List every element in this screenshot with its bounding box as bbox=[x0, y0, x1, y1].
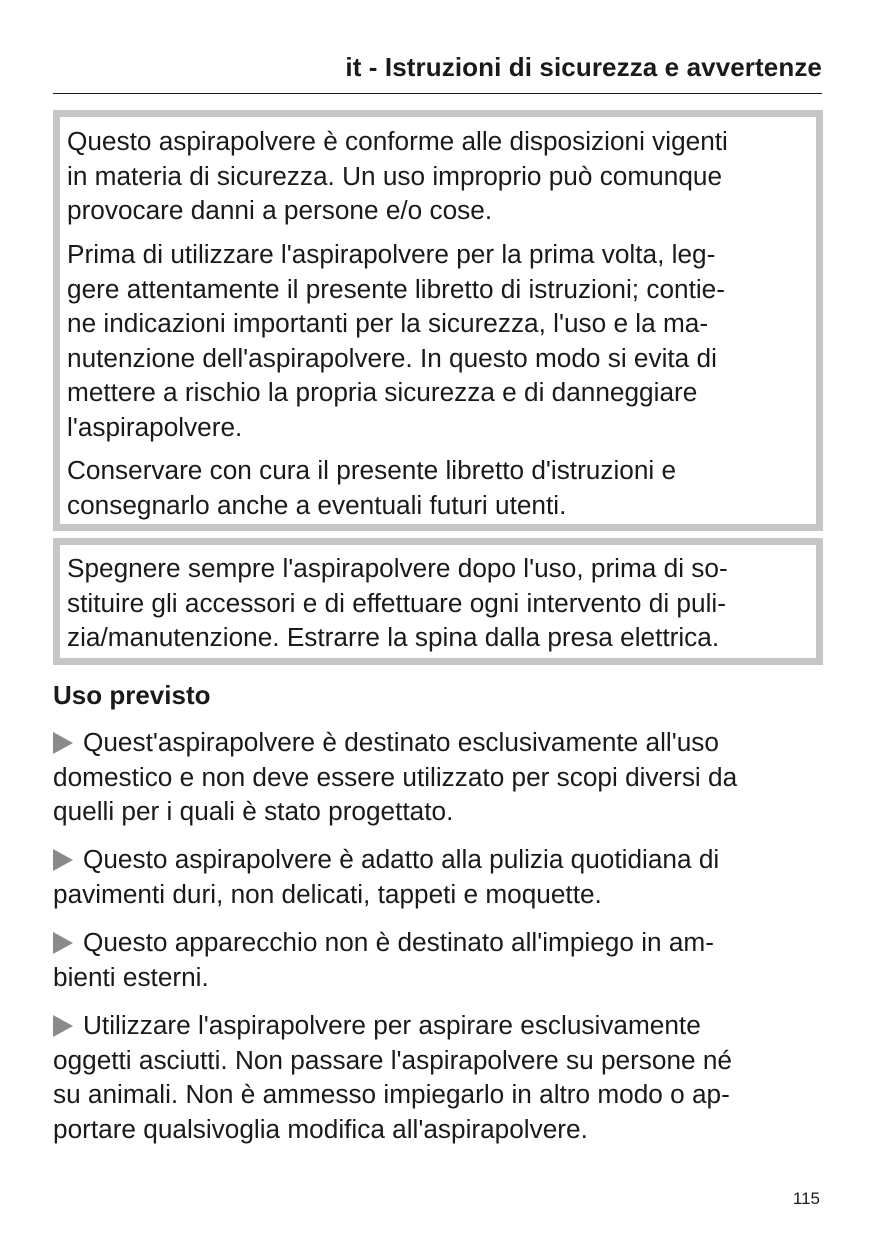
triangle-right-icon bbox=[53, 732, 73, 754]
page-number: 115 bbox=[792, 1189, 820, 1208]
notice-paragraph: Questo aspirapolvere è conforme alle disposizioni vigenti in materia di sicurezza. Un uso improprio può comunque provocare danni a persone e/o cose. bbox=[67, 126, 728, 226]
notice-paragraph: Spegnere sempre l'aspirapolvere dopo l'uso, prima di so- stituire gli accessori e di effettuare ogni intervento di puli- zia/manutenzione. Estrarre la spina dalla presa elettrica. bbox=[67, 553, 728, 653]
notice-paragraph: Conservare con cura il presente libretto d'istruzioni e consegnarlo anche a eventuali futuri utenti. bbox=[67, 455, 677, 520]
page-header-title: it - Istruzioni di sicurezza e avvertenze bbox=[345, 52, 822, 82]
list-item bbox=[53, 1008, 828, 1146]
list-item-text: Questo aspirapolvere è adatto alla pulizia quotidiana di pavimenti duri, non delicati, tappeti e moquette. bbox=[53, 844, 720, 909]
triangle-right-icon bbox=[53, 1015, 73, 1037]
list-item-text: Utilizzare l'aspirapolvere per aspirare esclusivamente oggetti asciutti. Non passare l'aspirapolvere su persone né su animali. Non è ammesso impiegarlo in altro modo o ap- portare qualsivoglia modifica all'aspirapolvere. bbox=[53, 1010, 732, 1144]
triangle-right-icon bbox=[53, 849, 73, 871]
safety-notice-box bbox=[53, 110, 823, 531]
list-item bbox=[53, 725, 828, 829]
list-item-text: Questo apparecchio non è destinato all'impiego in am- bienti esterni. bbox=[53, 927, 714, 992]
list-item bbox=[53, 925, 828, 994]
triangle-right-icon bbox=[53, 932, 73, 954]
header-divider bbox=[53, 93, 822, 94]
notice-paragraph: Prima di utilizzare l'aspirapolvere per la prima volta, leg- gere attentamente il presente libretto di istruzioni; contie- ne indicazioni importanti per la sicurezza, l'uso e la ma- nutenzione dell'aspirapolvere. In questo modo si evita di mettere a rischio la propria sicurezza e di danneggiare l'aspirapolvere. bbox=[67, 239, 725, 442]
switch-off-notice-box bbox=[53, 538, 823, 665]
list-item-text: Quest'aspirapolvere è destinato esclusivamente all'uso domestico e non deve essere utilizzato per scopi diversi da quelli per i quali è stato progettato. bbox=[53, 727, 738, 827]
section-heading: Uso previsto bbox=[53, 680, 211, 710]
list-item bbox=[53, 842, 828, 911]
